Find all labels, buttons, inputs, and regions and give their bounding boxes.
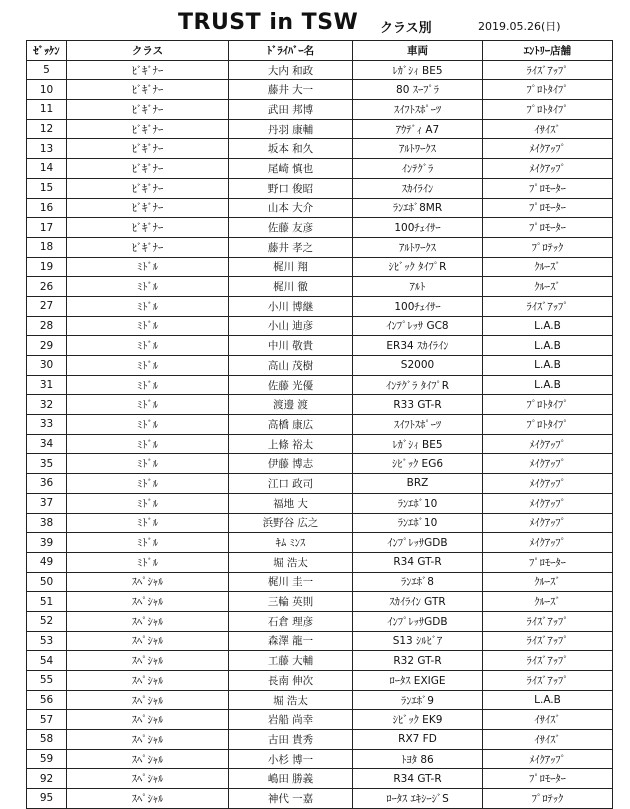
cell-number: 38 [27,513,67,533]
cell-shop: ｸﾙｰｽﾞ [483,592,613,612]
cell-vehicle: ｽｶｲﾗｲﾝ GTR [353,592,483,612]
cell-class: ｽﾍﾟｼｬﾙ [67,592,229,612]
cell-class: ﾋﾞｷﾞﾅｰ [67,80,229,100]
cell-vehicle: ﾛｰﾀｽ ｴｷｼｰｼﾞS [353,789,483,809]
cell-class: ﾋﾞｷﾞﾅｰ [67,218,229,238]
cell-class: ﾋﾞｷﾞﾅｰ [67,159,229,179]
cell-driver: 坂本 和久 [229,139,353,159]
cell-class: ｽﾍﾟｼｬﾙ [67,730,229,750]
cell-driver: 上條 裕太 [229,434,353,454]
cell-shop: ﾗｲｽﾞｱｯﾌﾟ [483,671,613,691]
cell-shop: ﾌﾟﾛﾓｰﾀｰ [483,769,613,789]
cell-number: 95 [27,789,67,809]
cell-class: ﾋﾞｷﾞﾅｰ [67,237,229,257]
document-subtitle: クラス別 [380,21,432,36]
cell-shop: ﾌﾟﾛﾄﾀｲﾌﾟ [483,100,613,120]
cell-number: 37 [27,493,67,513]
cell-shop: ﾒｲｸｱｯﾌﾟ [483,434,613,454]
table-row [27,533,613,553]
table-row [27,80,613,100]
cell-number: 30 [27,356,67,376]
cell-vehicle: ｽｲﾌﾄｽﾎﾟｰﾂ [353,100,483,120]
cell-shop: ﾌﾟﾛﾃｯｸ [483,237,613,257]
cell-number: 57 [27,710,67,730]
cell-number: 34 [27,434,67,454]
cell-shop: ﾒｲｸｱｯﾌﾟ [483,513,613,533]
cell-vehicle: ｱﾙﾄﾜｰｸｽ [353,237,483,257]
cell-driver: 堀 浩太 [229,690,353,710]
cell-class: ﾋﾞｷﾞﾅｰ [67,139,229,159]
cell-driver: 古田 貴秀 [229,730,353,750]
cell-class: ﾐﾄﾞﾙ [67,493,229,513]
table-row [27,769,613,789]
cell-shop: ｲｻｲｽﾞ [483,119,613,139]
cell-vehicle: BRZ [353,474,483,494]
cell-class: ｽﾍﾟｼｬﾙ [67,572,229,592]
cell-shop: ﾌﾟﾛﾃｯｸ [483,789,613,809]
cell-class: ﾐﾄﾞﾙ [67,395,229,415]
cell-driver: 渡邊 渡 [229,395,353,415]
cell-number: 10 [27,80,67,100]
table-row [27,611,613,631]
cell-shop: ﾗｲｽﾞｱｯﾌﾟ [483,60,613,80]
cell-number: 17 [27,218,67,238]
cell-number: 29 [27,336,67,356]
table-row [27,474,613,494]
table-row [27,296,613,316]
table-row [27,631,613,651]
cell-class: ｽﾍﾟｼｬﾙ [67,749,229,769]
cell-driver: 野口 俊昭 [229,178,353,198]
table-row [27,316,613,336]
cell-shop: L.A.B [483,356,613,376]
cell-number: 14 [27,159,67,179]
cell-class: ﾐﾄﾞﾙ [67,277,229,297]
cell-number: 39 [27,533,67,553]
cell-shop: ﾌﾟﾛﾓｰﾀｰ [483,218,613,238]
cell-shop: ﾒｲｸｱｯﾌﾟ [483,139,613,159]
cell-number: 52 [27,611,67,631]
cell-driver: 武田 邦博 [229,100,353,120]
column-header-class: クラス [67,41,229,61]
cell-number: 50 [27,572,67,592]
cell-driver: 高橋 康広 [229,415,353,435]
cell-vehicle: 100ﾁｪｲｻｰ [353,218,483,238]
document-header [0,10,630,40]
table-row [27,257,613,277]
cell-number: 55 [27,671,67,691]
cell-vehicle: ﾗﾝｴﾎﾞ8MR [353,198,483,218]
table-row [27,513,613,533]
table-row [27,119,613,139]
cell-vehicle: R32 GT-R [353,651,483,671]
cell-class: ｽﾍﾟｼｬﾙ [67,710,229,730]
cell-vehicle: ﾗﾝｴﾎﾞ10 [353,493,483,513]
cell-driver: 神代 一嘉 [229,789,353,809]
cell-driver: 三輪 英則 [229,592,353,612]
table-row [27,572,613,592]
table-row [27,198,613,218]
cell-vehicle: ﾗﾝｴﾎﾞ10 [353,513,483,533]
cell-vehicle: ﾗﾝｴﾎﾞ8 [353,572,483,592]
cell-driver: 高山 茂樹 [229,356,353,376]
cell-shop: ﾌﾟﾛﾄﾀｲﾌﾟ [483,415,613,435]
cell-shop: ﾒｲｸｱｯﾌﾟ [483,749,613,769]
cell-vehicle: ﾚｶﾞｼｨ BE5 [353,434,483,454]
cell-number: 56 [27,690,67,710]
cell-vehicle: 80 ｽｰﾌﾟﾗ [353,80,483,100]
cell-shop: ﾌﾟﾛﾓｰﾀｰ [483,552,613,572]
cell-class: ｽﾍﾟｼｬﾙ [67,671,229,691]
cell-driver: 小山 迪彦 [229,316,353,336]
cell-number: 28 [27,316,67,336]
table-row [27,159,613,179]
cell-driver: 梶川 翔 [229,257,353,277]
cell-class: ﾐﾄﾞﾙ [67,434,229,454]
cell-vehicle: R33 GT-R [353,395,483,415]
cell-vehicle: 100ﾁｪｲｻｰ [353,296,483,316]
cell-shop: ﾌﾟﾛﾓｰﾀｰ [483,198,613,218]
cell-shop: ｸﾙｰｽﾞ [483,572,613,592]
cell-driver: 森澤 龍一 [229,631,353,651]
cell-driver: 佐藤 光優 [229,375,353,395]
cell-class: ﾐﾄﾞﾙ [67,257,229,277]
cell-driver: 小川 博継 [229,296,353,316]
cell-vehicle: ｲﾝﾌﾟﾚｯｻGDB [353,611,483,631]
cell-number: 15 [27,178,67,198]
table-row [27,375,613,395]
cell-class: ﾐﾄﾞﾙ [67,336,229,356]
cell-class: ﾋﾞｷﾞﾅｰ [67,198,229,218]
cell-number: 92 [27,769,67,789]
cell-class: ｽﾍﾟｼｬﾙ [67,769,229,789]
cell-number: 32 [27,395,67,415]
table-row [27,139,613,159]
table-row [27,671,613,691]
table-row [27,651,613,671]
table-row [27,730,613,750]
cell-shop: ﾌﾟﾛﾄﾀｲﾌﾟ [483,395,613,415]
cell-class: ﾐﾄﾞﾙ [67,533,229,553]
cell-number: 13 [27,139,67,159]
cell-number: 16 [27,198,67,218]
cell-vehicle: ｱｳﾃﾞｨ A7 [353,119,483,139]
entry-table [26,40,613,809]
cell-shop: ﾌﾟﾛﾄﾀｲﾌﾟ [483,80,613,100]
cell-number: 51 [27,592,67,612]
cell-class: ｽﾍﾟｼｬﾙ [67,631,229,651]
table-row [27,415,613,435]
cell-driver: 尾崎 慎也 [229,159,353,179]
cell-driver: 江口 政司 [229,474,353,494]
cell-class: ﾋﾞｷﾞﾅｰ [67,119,229,139]
cell-number: 11 [27,100,67,120]
column-header-shop: ｴﾝﾄﾘｰ店舗 [483,41,613,61]
cell-shop: ｸﾙｰｽﾞ [483,257,613,277]
table-row [27,690,613,710]
cell-shop: L.A.B [483,690,613,710]
cell-shop: ｸﾙｰｽﾞ [483,277,613,297]
cell-driver: 伊藤 博志 [229,454,353,474]
cell-driver: 佐藤 友彦 [229,218,353,238]
cell-shop: ﾒｲｸｱｯﾌﾟ [483,159,613,179]
cell-class: ﾐﾄﾞﾙ [67,415,229,435]
cell-class: ｽﾍﾟｼｬﾙ [67,651,229,671]
cell-driver: 藤井 孝之 [229,237,353,257]
cell-class: ﾐﾄﾞﾙ [67,552,229,572]
cell-vehicle: ｱﾙﾄ [353,277,483,297]
cell-vehicle: R34 GT-R [353,552,483,572]
cell-vehicle: ER34 ｽｶｲﾗｲﾝ [353,336,483,356]
table-row [27,336,613,356]
cell-vehicle: ｽｲﾌﾄｽﾎﾟｰﾂ [353,415,483,435]
cell-class: ﾋﾞｷﾞﾅｰ [67,178,229,198]
cell-driver: 石倉 理彦 [229,611,353,631]
cell-shop: ﾒｲｸｱｯﾌﾟ [483,474,613,494]
cell-vehicle: ｲﾝﾌﾟﾚｯｻGDB [353,533,483,553]
cell-vehicle: ﾛｰﾀｽ EXIGE [353,671,483,691]
cell-vehicle: ｼﾋﾞｯｸ EG6 [353,454,483,474]
cell-shop: L.A.B [483,336,613,356]
cell-class: ｽﾍﾟｼｬﾙ [67,611,229,631]
cell-driver: 長南 伸次 [229,671,353,691]
cell-shop: ﾒｲｸｱｯﾌﾟ [483,454,613,474]
header-row [27,41,613,61]
document-title: TRUST in TSW [178,10,359,35]
cell-class: ｽﾍﾟｼｬﾙ [67,690,229,710]
cell-class: ｽﾍﾟｼｬﾙ [67,789,229,809]
cell-driver: 嶋田 勝義 [229,769,353,789]
cell-shop: ｲｻｲｽﾞ [483,730,613,750]
table-header [27,41,613,61]
cell-vehicle: ｲﾝﾃｸﾞﾗ [353,159,483,179]
cell-number: 36 [27,474,67,494]
table-row [27,277,613,297]
table-row [27,592,613,612]
table-row [27,100,613,120]
cell-class: ﾐﾄﾞﾙ [67,513,229,533]
cell-driver: 堀 浩太 [229,552,353,572]
cell-number: 19 [27,257,67,277]
cell-vehicle: R34 GT-R [353,769,483,789]
cell-driver: 小杉 博一 [229,749,353,769]
cell-vehicle: ｼﾋﾞｯｸ ﾀｲﾌﾟR [353,257,483,277]
cell-class: ﾐﾄﾞﾙ [67,356,229,376]
cell-driver: 岩船 尚幸 [229,710,353,730]
cell-shop: ﾒｲｸｱｯﾌﾟ [483,493,613,513]
cell-driver: 中川 敬貴 [229,336,353,356]
cell-class: ﾋﾞｷﾞﾅｰ [67,100,229,120]
table-row [27,395,613,415]
column-header-vehicle: 車両 [353,41,483,61]
table-row [27,218,613,238]
cell-number: 59 [27,749,67,769]
cell-driver: 山本 大介 [229,198,353,218]
cell-number: 33 [27,415,67,435]
cell-class: ﾐﾄﾞﾙ [67,454,229,474]
cell-class: ﾐﾄﾞﾙ [67,296,229,316]
cell-vehicle: ｽｶｲﾗｲﾝ [353,178,483,198]
cell-vehicle: ｲﾝﾌﾟﾚｯｻ GC8 [353,316,483,336]
cell-vehicle: ﾗﾝｴﾎﾞ9 [353,690,483,710]
cell-shop: ﾗｲｽﾞｱｯﾌﾟ [483,651,613,671]
cell-driver: 丹羽 康輔 [229,119,353,139]
column-header-number: ｾﾞｯｹﾝ [27,41,67,61]
cell-number: 58 [27,730,67,750]
cell-vehicle: ｲﾝﾃｸﾞﾗ ﾀｲﾌﾟR [353,375,483,395]
cell-number: 54 [27,651,67,671]
cell-vehicle: S2000 [353,356,483,376]
cell-driver: 藤井 大一 [229,80,353,100]
table-row [27,434,613,454]
cell-shop: L.A.B [483,375,613,395]
cell-shop: ﾗｲｽﾞｱｯﾌﾟ [483,631,613,651]
cell-class: ﾐﾄﾞﾙ [67,375,229,395]
table-row [27,356,613,376]
cell-driver: 工藤 大輔 [229,651,353,671]
table-row [27,454,613,474]
cell-shop: ﾒｲｸｱｯﾌﾟ [483,533,613,553]
cell-vehicle: RX7 FD [353,730,483,750]
table-row [27,60,613,80]
cell-vehicle: ﾄﾖﾀ 86 [353,749,483,769]
cell-number: 31 [27,375,67,395]
cell-class: ﾐﾄﾞﾙ [67,474,229,494]
cell-number: 12 [27,119,67,139]
table-row [27,749,613,769]
cell-number: 27 [27,296,67,316]
cell-shop: ﾌﾟﾛﾓｰﾀｰ [483,178,613,198]
cell-vehicle: S13 ｼﾙﾋﾞｱ [353,631,483,651]
cell-shop: ﾗｲｽﾞｱｯﾌﾟ [483,611,613,631]
cell-driver: 梶川 徹 [229,277,353,297]
column-header-driver: ﾄﾞﾗｲﾊﾞｰ名 [229,41,353,61]
cell-number: 18 [27,237,67,257]
cell-class: ﾐﾄﾞﾙ [67,316,229,336]
cell-class: ﾋﾞｷﾞﾅｰ [67,60,229,80]
cell-driver: 福地 大 [229,493,353,513]
cell-number: 49 [27,552,67,572]
table-row [27,237,613,257]
cell-vehicle: ｱﾙﾄﾜｰｸｽ [353,139,483,159]
table-row [27,552,613,572]
cell-vehicle: ｼﾋﾞｯｸ EK9 [353,710,483,730]
cell-driver: 梶川 圭一 [229,572,353,592]
cell-number: 5 [27,60,67,80]
cell-number: 26 [27,277,67,297]
cell-driver: 大内 和政 [229,60,353,80]
document-date: 2019.05.26(日) [478,20,561,33]
cell-number: 53 [27,631,67,651]
cell-shop: ｲｻｲｽﾞ [483,710,613,730]
cell-driver: ｷﾑ ﾐﾝｽ [229,533,353,553]
table-row [27,493,613,513]
cell-shop: L.A.B [483,316,613,336]
cell-shop: ﾗｲｽﾞｱｯﾌﾟ [483,296,613,316]
table-row [27,178,613,198]
cell-vehicle: ﾚｶﾞｼｨ BE5 [353,60,483,80]
table-row [27,710,613,730]
table-body [27,60,613,808]
cell-driver: 浜野谷 広之 [229,513,353,533]
cell-number: 35 [27,454,67,474]
